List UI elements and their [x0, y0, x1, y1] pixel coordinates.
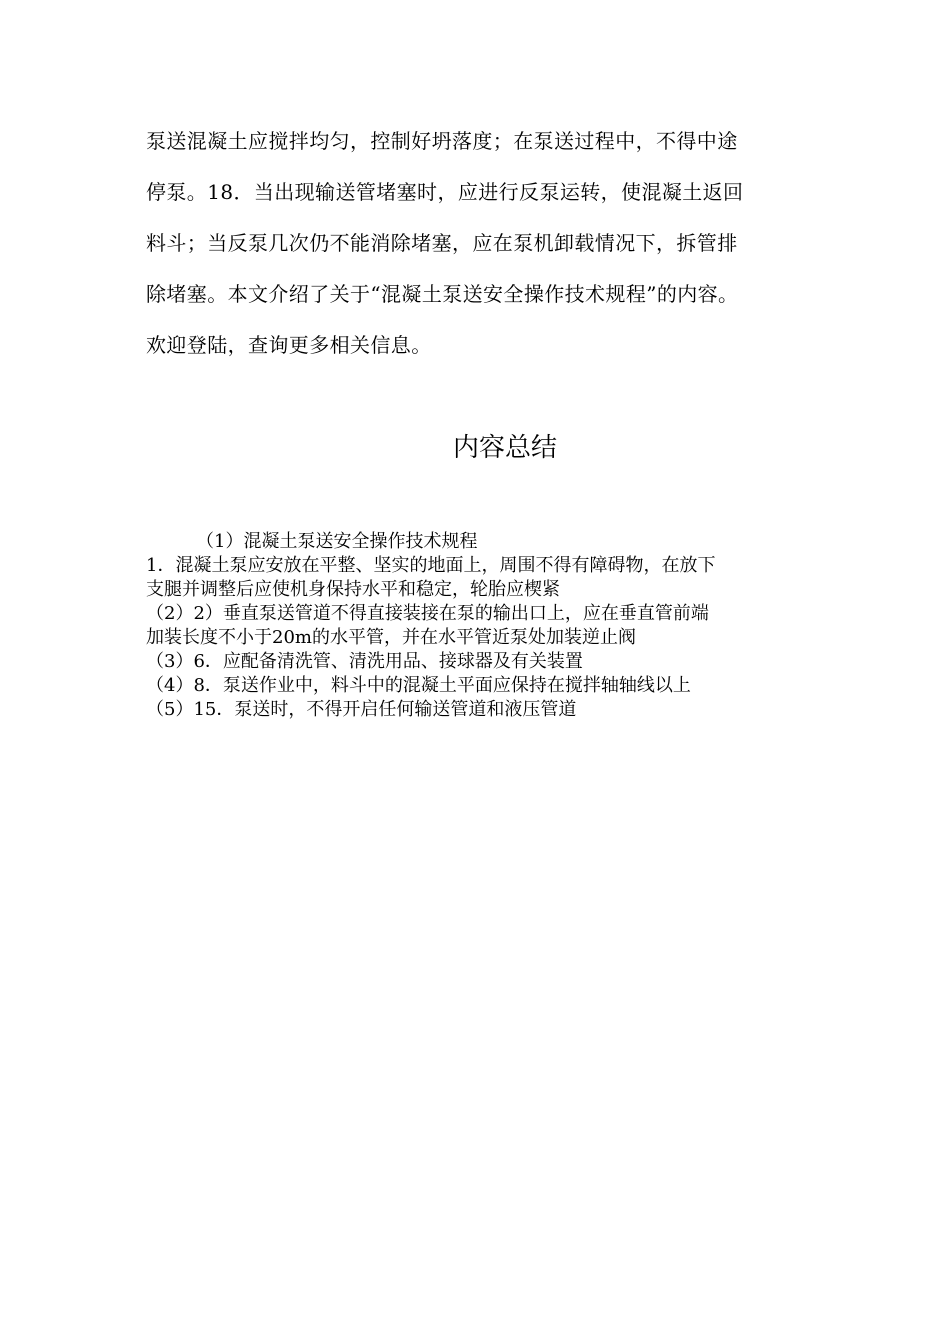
summary-line: （1）混凝土泵送安全操作技术规程: [196, 531, 478, 552]
body-line: 欢迎登陆，查询更多相关信息。: [146, 333, 432, 357]
body-line: 停泵。18．当出现输送管堵塞时，应进行反泵运转，使混凝土返回: [146, 180, 744, 204]
body-line: 料斗；当反泵几次仍不能消除堵塞，应在泵机卸载情况下，拆管排: [146, 231, 738, 255]
body-line: 泵送混凝土应搅拌均匀，控制好坍落度；在泵送过程中，不得中途: [146, 129, 738, 153]
summary-list: [146, 530, 816, 722]
summary-line: （5）15．泵送时，不得开启任何输送管道和液压管道: [146, 699, 577, 720]
summary-line: （4）8．泵送作业中，料斗中的混凝土平面应保持在搅拌轴轴线以上: [146, 675, 691, 696]
summary-line: 支腿并调整后应使机身保持水平和稳定，轮胎应楔紧: [146, 579, 560, 600]
body-paragraph: [146, 116, 806, 371]
summary-line: 加装长度不小于20m的水平管，并在水平管近泵处加装逆止阀: [146, 627, 636, 648]
summary-line: （2）2）垂直泵送管道不得直接装接在泵的输出口上，应在垂直管前端: [146, 603, 709, 624]
section-title: 内容总结: [452, 433, 557, 463]
summary-line: （3）6．应配备清洗管、清洗用品、接球器及有关装置: [146, 651, 583, 672]
body-line: 除堵塞。本文介绍了关于“混凝土泵送安全操作技术规程”的内容。: [146, 282, 739, 306]
summary-line: 1．混凝土泵应安放在平整、坚实的地面上，周围不得有障碍物，在放下: [146, 555, 716, 576]
